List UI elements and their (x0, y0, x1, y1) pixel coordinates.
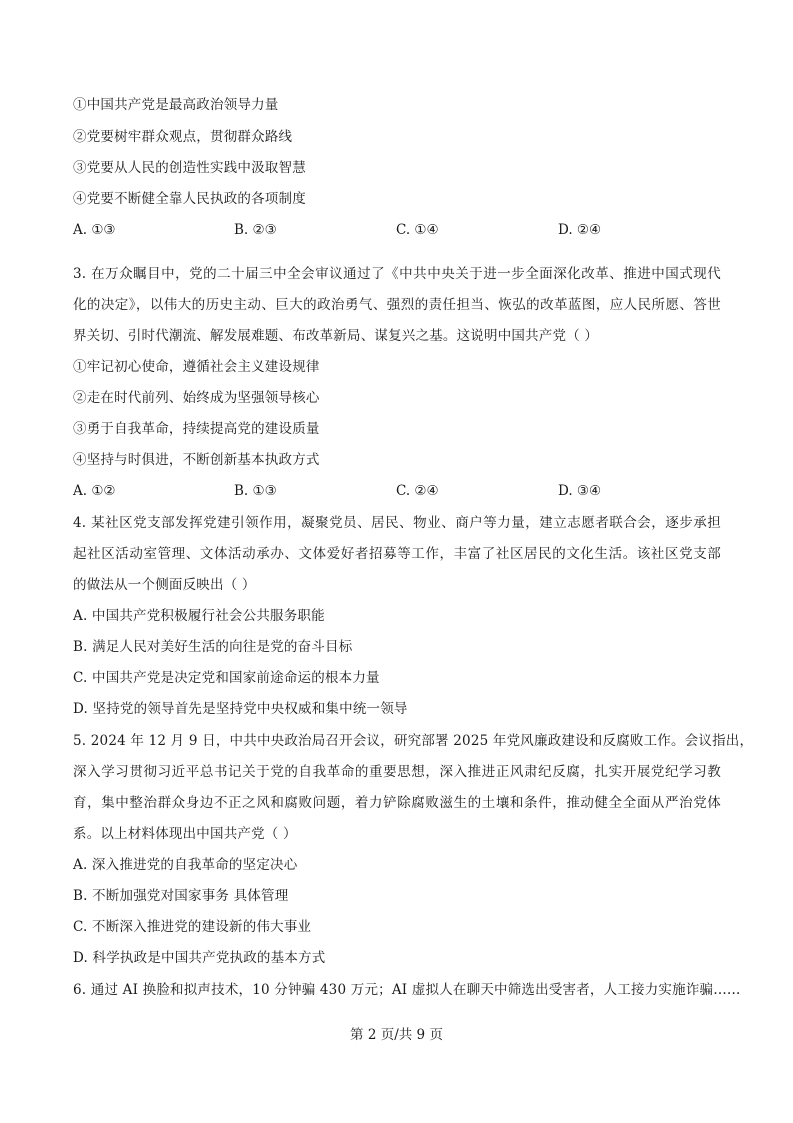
q3-option-d: D. ③④ (558, 483, 602, 499)
q5-option-b: B. 不断加强党对国家事务 具体管理 (73, 888, 289, 904)
q2-statement-2: ②党要树牢群众观点，贯彻群众路线 (73, 129, 293, 145)
q4-stem-line-2: 起社区活动室管理、文体活动承办、文体爱好者招募等工作，丰富了社区居民的文化生活。该社区党支部 (73, 546, 721, 562)
q5-option-a: A. 深入推进党的自我革命的坚定决心 (73, 857, 298, 873)
q4-stem-line-1: 4. 某社区党支部发挥党建引领作用，凝聚党员、居民、物业、商户等力量，建立志愿者联合会，逐步承担 (73, 515, 721, 531)
q4-option-b: B. 满足人民对美好生活的向往是党的奋斗目标 (73, 639, 353, 655)
q2-statement-4: ④党要不断健全靠人民执政的各项制度 (73, 191, 306, 207)
q3-option-b: B. ①③ (234, 483, 277, 499)
q4-option-a: A. 中国共产党积极履行社会公共服务职能 (73, 608, 325, 624)
q2-statement-1: ①中国共产党是最高政治领导力量 (73, 97, 279, 113)
q4-option-c: C. 中国共产党是决定党和国家前途命运的根本力量 (73, 670, 380, 686)
q5-option-d: D. 科学执政是中国共产党执政的基本方式 (73, 950, 326, 966)
q3-statement-3: ③勇于自我革命，持续提高党的建设质量 (73, 421, 320, 437)
q5-stem-line-2: 深入学习贯彻习近平总书记关于党的自我革命的重要思想，深入推进正风肃纪反腐，扎实开展党纪学习教 (73, 764, 721, 780)
q5-stem-line-3: 育，集中整治群众身边不正之风和腐败问题，着力铲除腐败滋生的土壤和条件，推动健全全面从严治党体 (73, 795, 721, 811)
q3-statement-4: ④坚持与时俱进，不断创新基本执政方式 (73, 452, 320, 468)
q5-stem-line-1: 5. 2024 年 12 月 9 日，中共中央政治局召开会议，研究部署 2025 年党风廉政建设和反腐败工作。会议指出， (73, 733, 754, 749)
q3-stem-line-1: 3. 在万众瞩目中，党的二十届三中全会审议通过了《中共中央关于进一步全面深化改革、推进中国式现代 (73, 266, 721, 282)
q4-option-d: D. 坚持党的领导首先是坚持党中央权威和集中统一领导 (73, 701, 408, 717)
q3-option-a: A. ①② (73, 483, 116, 499)
q4-stem-line-3: 的做法从一个侧面反映出（ ） (73, 577, 256, 593)
q3-stem-line-3: 界关切、引时代潮流、解发展难题、布改革新局、谋复兴之基。这说明中国共产党（ ） (73, 328, 599, 344)
q5-option-c: C. 不断深入推进党的建设新的伟大事业 (73, 919, 312, 935)
q3-statement-1: ①牢记初心使命，遵循社会主义建设规律 (73, 359, 320, 375)
q2-statement-3: ③党要从人民的创造性实践中汲取智慧 (73, 160, 306, 176)
q3-statement-2: ②走在时代前列、始终成为坚强领导核心 (73, 390, 320, 406)
q3-option-c: C. ②④ (396, 483, 439, 499)
q2-option-d: D. ②④ (558, 222, 602, 238)
q6-stem-line-1: 6. 通过 AI 换脸和拟声技术，10 分钟骗 430 万元；AI 虚拟人在聊天中筛选出受害者，人工接力实施诈骗…… (73, 982, 741, 998)
q3-options (73, 482, 721, 500)
q2-option-c: C. ①④ (396, 222, 439, 238)
q5-stem-line-4: 系。以上材料体现出中国共产党（ ） (73, 826, 297, 842)
page-footer: 第 2 页/共 9 页 (350, 1027, 443, 1043)
q2-option-a: A. ①③ (73, 222, 116, 238)
q2-option-b: B. ②③ (234, 222, 277, 238)
q3-stem-line-2: 化的决定》，以伟大的历史主动、巨大的政治勇气、强烈的责任担当、恢弘的改革蓝图，应人民所愿、答世 (73, 297, 721, 313)
q2-options (73, 221, 721, 239)
